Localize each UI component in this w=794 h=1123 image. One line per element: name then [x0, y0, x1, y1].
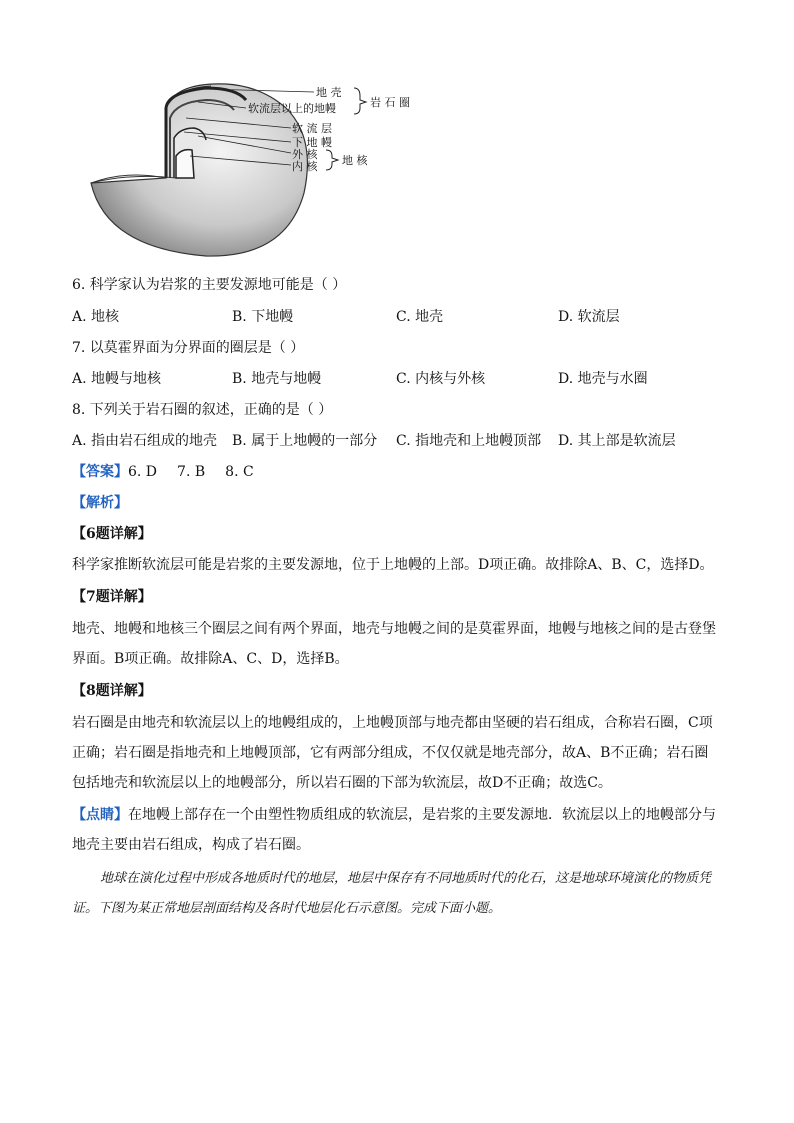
label-upper-mantle: 软流层以上的地幔 — [248, 102, 336, 115]
q7-stem: 7. 以莫霍界面为分界面的圈层是（ ） — [72, 340, 305, 356]
q8-option-d: D. 其上部是软流层 — [558, 433, 676, 449]
earth-structure-figure — [86, 78, 426, 258]
comment-text: 在地幔上部存在一个由塑性物质组成的软流层，是岩浆的主要发源地．软流层以上的地幔部分与地壳主要由岩石组成，构成了岩石圈。 — [72, 807, 716, 853]
comment-tag: 【点睛】 — [72, 807, 128, 823]
comment-block — [72, 800, 722, 860]
q7-option-b: B. 地壳与地幔 — [232, 371, 322, 387]
answer-8: 8. C — [225, 464, 254, 480]
answer-6: 6. D — [128, 464, 158, 480]
label-crust: 地 壳 — [316, 86, 342, 99]
detail-6-heading: 【6题详解】 — [72, 526, 152, 542]
inner-core-layer — [176, 150, 194, 178]
q7-option-d: D. 地壳与水圈 — [558, 371, 648, 387]
q8-option-c: C. 指地壳和上地幔顶部 — [396, 433, 542, 449]
label-lower-mantle: 下 地 幔 — [292, 136, 332, 149]
detail-8-heading: 【8题详解】 — [72, 683, 152, 699]
q7-option-a: A. 地幔与地核 — [72, 371, 162, 387]
q6-option-b: B. 下地幔 — [232, 309, 294, 325]
label-core: 地 核 — [342, 154, 368, 167]
q6-option-a: A. 地核 — [72, 309, 120, 325]
q7-option-c: C. 内核与外核 — [396, 371, 486, 387]
detail-7-text: 地壳、地幔和地核三个圈层之间有两个界面，地壳与地幔之间的是莫霍界面，地幔与地核之间的是古登堡界面。B项正确。故排除A、C、D，选择B。 — [72, 621, 716, 667]
detail-7-heading: 【7题详解】 — [72, 589, 152, 605]
q6-option-c: C. 地壳 — [396, 309, 444, 325]
q6-stem: 6. 科学家认为岩浆的主要发源地可能是（ ） — [72, 277, 347, 293]
detail-8-text: 岩石圈是由地壳和软流层以上的地幔组成的，上地幔顶部与地壳都由坚硬的岩石组成，合称岩石圈，C项正确；岩石圈是指地壳和上地幔顶部，它有两部分组成，不仅仅就是地壳部分，故A、B不正确；岩石圈包括地壳和软流层以上的地幔部分，所以岩石圈的下部为软流层，故D不正确；故选C。 — [72, 715, 713, 791]
q6-option-d: D. 软流层 — [558, 309, 620, 325]
answer-line — [72, 462, 254, 482]
answer-7: 7. B — [177, 464, 206, 480]
next-question-intro: 地球在演化过程中形成各地质时代的地层，地层中保存有不同地质时代的化石，这是地球环境演化的物质凭证。下图为某正常地层剖面结构及各时代地层化石示意图。完成下面小题。 — [72, 871, 712, 916]
label-asthenosphere: 软 流 层 — [292, 122, 332, 135]
q8-stem: 8. 下列关于岩石圈的叙述，正确的是（ ） — [72, 402, 333, 418]
q8-option-a: A. 指由岩石组成的地壳 — [72, 433, 218, 449]
q8-option-b: B. 属于上地幔的一部分 — [232, 433, 378, 449]
label-inner-core: 内 核 — [292, 160, 318, 173]
analysis-tag: 【解析】 — [72, 495, 128, 511]
answer-tag: 【答案】 — [72, 464, 128, 480]
label-outer-core: 外 核 — [292, 148, 318, 161]
detail-6-text: 科学家推断软流层可能是岩浆的主要发源地，位于上地幔的上部。D项正确。故排除A、B、C，选择D。 — [72, 557, 714, 573]
label-lithosphere: 岩 石 圈 — [370, 96, 410, 109]
